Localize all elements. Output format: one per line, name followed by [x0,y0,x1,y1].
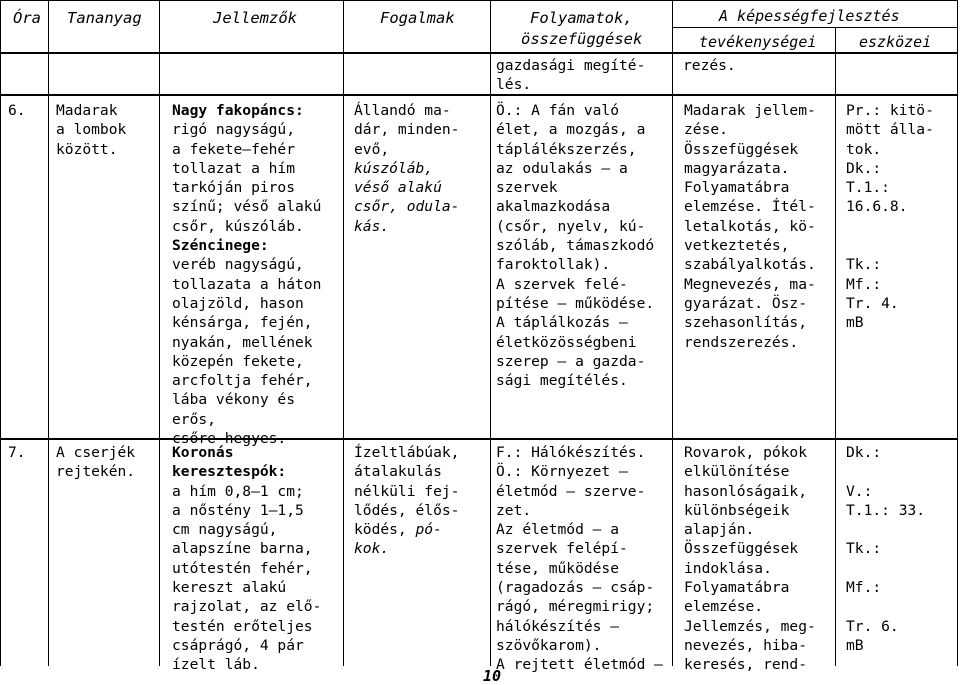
header-divider [835,28,836,54]
text-line: A cserjék [56,444,136,461]
text-line: (ragadozás – csáp- [496,579,655,597]
row6-tevekenysegei [684,101,816,352]
text-line: kúszóláb, [354,159,434,177]
text-line: Az életmód – a [496,521,620,539]
text-line: tése, működése [496,559,620,577]
text-line: ízelt láb. [172,656,260,674]
text-line: a fekete–fehér [172,140,296,158]
text-line: Jellemzés, meg- [684,617,816,635]
text-line: Dk.: [846,444,882,461]
column-rule [957,54,958,666]
text-line: szervek felépí- [496,540,628,558]
text-line: csőr, odula- [354,198,460,216]
continuation-folyamatok [496,56,645,95]
row6-tananyag [56,101,126,159]
text-line: Dk.: [846,159,882,177]
text-line: Tk.: [846,540,882,558]
text-line: közepén fekete, [172,352,304,370]
text-line: T.1.: 33. [846,501,926,519]
text-line: életmód – szerve- [496,482,646,500]
text-line: rendszerezés. [684,333,799,351]
text-line: alapszíne barna, [172,540,313,558]
text-line: mött álla- [846,121,934,139]
text-line: Megnevezés, ma- [684,275,816,293]
text-line: sági megítélés. [496,372,628,390]
text-line: 16.6.8. [846,198,908,216]
column-rule [0,54,1,666]
text-line: mB [846,314,864,332]
column-rule [672,54,673,666]
text-line: hálókészítés – [496,617,620,635]
text-line: nyakán, mellének [172,333,313,351]
text-line: tok. [846,140,882,158]
header-jellemzok: Jellemzők [213,9,297,27]
text-line: akalmazkodása [496,198,611,216]
text-line: indoklása. [684,559,772,577]
header-tevekenysegei: tevékenységei [699,33,817,51]
text-line: lába vékony és [172,391,296,409]
text-line: színű; véső alakú [172,198,322,216]
text-line: szehasonlítás, [684,314,808,332]
row7-ora [8,443,26,462]
text-line [846,236,934,255]
italic-fragment: pó- [415,521,442,539]
text-line: Összefüggések [684,140,799,158]
text-line: rajzolat, az elő- [172,598,322,616]
text-line: Nagy fakopáncs: [172,102,304,119]
text-line: a nőstény 1–1,5 [172,501,304,519]
text-line: gyarázat. Ösz- [684,294,808,312]
header-ora: Óra [13,9,41,27]
text-line: szervek [496,179,558,197]
text-line: dár, minden- [354,121,460,139]
header-osszefuggesek: összefüggések [521,30,643,48]
text-line: csőr, kúszóláb. [172,217,304,235]
header-tananyag: Tananyag [67,9,142,27]
text-line: Ö.: Környezet – [496,463,628,481]
text-line: A táplálkozás – [496,314,628,332]
text-line: csáprágó, 4 pár [172,636,304,654]
text-line: az odulakás – a [496,159,628,177]
text-line: Pr.: kitö- [846,102,934,119]
text-line: Összefüggések [684,540,799,558]
text-line: kereszt alakú [172,579,287,597]
column-rule [490,54,491,666]
text-line: Ö.: A fán való [496,102,620,119]
text-line: rejtekén. [56,463,136,481]
text-line: Mf.: [846,275,882,293]
text-line [846,559,925,578]
page-number: 10 [483,667,502,685]
text-line: elkülönítése [684,463,790,481]
text-line: Folyamatábra [684,579,790,597]
text-line: nevezés, hiba- [684,636,808,654]
text-line: Madarak jellem- [684,102,816,119]
text-line: között. [56,140,118,158]
text-line: A rejtett életmód – [496,656,663,674]
text-line: veréb nagyságú, [172,256,304,274]
text-line: letalkotás, kö- [684,217,816,235]
column-rule [159,54,160,666]
text-line: keresés, rend- [684,656,808,674]
column-rule [835,54,836,666]
row7-jellemzok [172,443,321,675]
text-line: faroktollak). [496,256,611,274]
row-rule [0,94,958,96]
header-divider [343,0,344,54]
text-line: életközösségbeni [496,333,637,351]
text-line: kénsárga, fején, [172,314,313,332]
row7-tananyag [56,443,135,482]
header-divider [48,0,49,54]
row7-eszkozei [846,443,925,655]
header-fogalmak: Fogalmak [380,9,455,27]
text-line: lődés, élős- [354,501,460,519]
header-eszkozei: eszközei [859,33,932,51]
text-line: tarkóján piros [172,179,296,197]
row7-tevekenysegei [684,443,816,675]
lesson-number: 6. [8,102,26,119]
row-rule [0,438,958,440]
text-line: evő, [354,140,390,158]
text-line: Ízeltlábúak, [354,444,460,461]
row7-fogalmak [354,443,459,559]
text-line: Folyamatábra [684,179,790,197]
text-line: Állandó ma- [354,102,451,119]
text-line: véső alakú [354,179,442,197]
row6-folyamatok [496,101,654,390]
text-line: Madarak [56,102,118,119]
text-line [846,520,925,539]
text-line: élet, a mozgás, a [496,121,646,139]
text-line: nélküli fej- [354,482,460,500]
text-line: pítése – működése. [496,294,655,312]
text-line: cm nagyságú, [172,521,278,539]
text-line: elemzése. Ítél- [684,198,816,216]
text-line: magyarázata. [684,159,790,177]
text-line: Széncinege: [172,237,269,255]
lesson-number: 7. [8,444,26,461]
text-line: keresztespók: [172,463,287,481]
text-line: Mf.: [846,579,882,597]
text-line [846,462,925,481]
text-line: olajzöld, hason [172,294,304,312]
row7-folyamatok [496,443,663,675]
text-line: Tr. 4. [846,294,899,312]
row6-eszkozei [846,101,934,333]
text-line: V.: [846,482,873,500]
text-line: mB [846,636,864,654]
text-line: szövőkarom). [496,636,602,654]
text-line: táplálékszerzés, [496,140,637,158]
column-rule [48,54,49,666]
text-line: kás. [354,217,390,235]
text-line: zet. [496,501,532,519]
text-line: a hím 0,8–1 cm; [172,482,304,500]
text-line: Tr. 6. [846,617,899,635]
text-line: Koronás [172,444,234,461]
header-divider [159,0,160,54]
text-line: csőre hegyes. [172,430,287,448]
header-divider [490,0,491,54]
text-line: (csőr, nyelv, kú- [496,217,646,235]
text-line: utótestén fehér, [172,559,313,577]
text-line: vetkeztetés, [684,237,790,255]
text-line: tollazat a hím [172,159,296,177]
text-line: tollazata a háton [172,275,322,293]
text-line: elemzése. [684,598,764,616]
text-line: A szervek felé- [496,275,628,293]
text-line: F.: Hálókészítés. [496,444,646,461]
header-subrule [672,27,958,28]
text-line [846,217,934,236]
text-line: ködés, pó- [354,521,442,539]
text-line: T.1.: [846,179,890,197]
text-line: különbségeik [684,501,790,519]
text-line: szabályalkotás. [684,256,816,274]
text-line: zése. [684,121,728,139]
text-line: Tk.: [846,256,882,274]
header-kepessegfejlesztes: A képességfejlesztés [719,7,900,25]
text-line: erős, [172,410,216,428]
continuation-tevekenysegei [683,56,736,75]
text-line: testén erőteljes [172,617,313,635]
text-line: szerep – a gazda- [496,352,646,370]
text-line: átalakulás [354,463,442,481]
row6-fogalmak [354,101,459,236]
text-line: kok. [354,540,390,558]
text-line: rezés. [683,57,736,74]
header-folyamatok: Folyamatok, [530,9,633,27]
text-line: gazdasági megíté- [496,57,646,74]
text-line: hasonlóságaik, [684,482,808,500]
text-line: szóláb, támaszkodó [496,237,655,255]
text-line: alapján. [684,521,755,539]
row6-jellemzok [172,101,321,448]
text-line: rágó, méregmirigy; [496,598,655,616]
text-line: lés. [496,76,532,94]
text-line: rigó nagyságú, [172,121,296,139]
text-line: Rovarok, pókok [684,444,808,461]
row6-ora [8,101,26,120]
header-divider [672,0,673,54]
text-line: a lombok [56,121,127,139]
text-line [846,597,925,616]
column-rule [343,54,344,666]
text-line: arcfoltja fehér, [172,372,313,390]
